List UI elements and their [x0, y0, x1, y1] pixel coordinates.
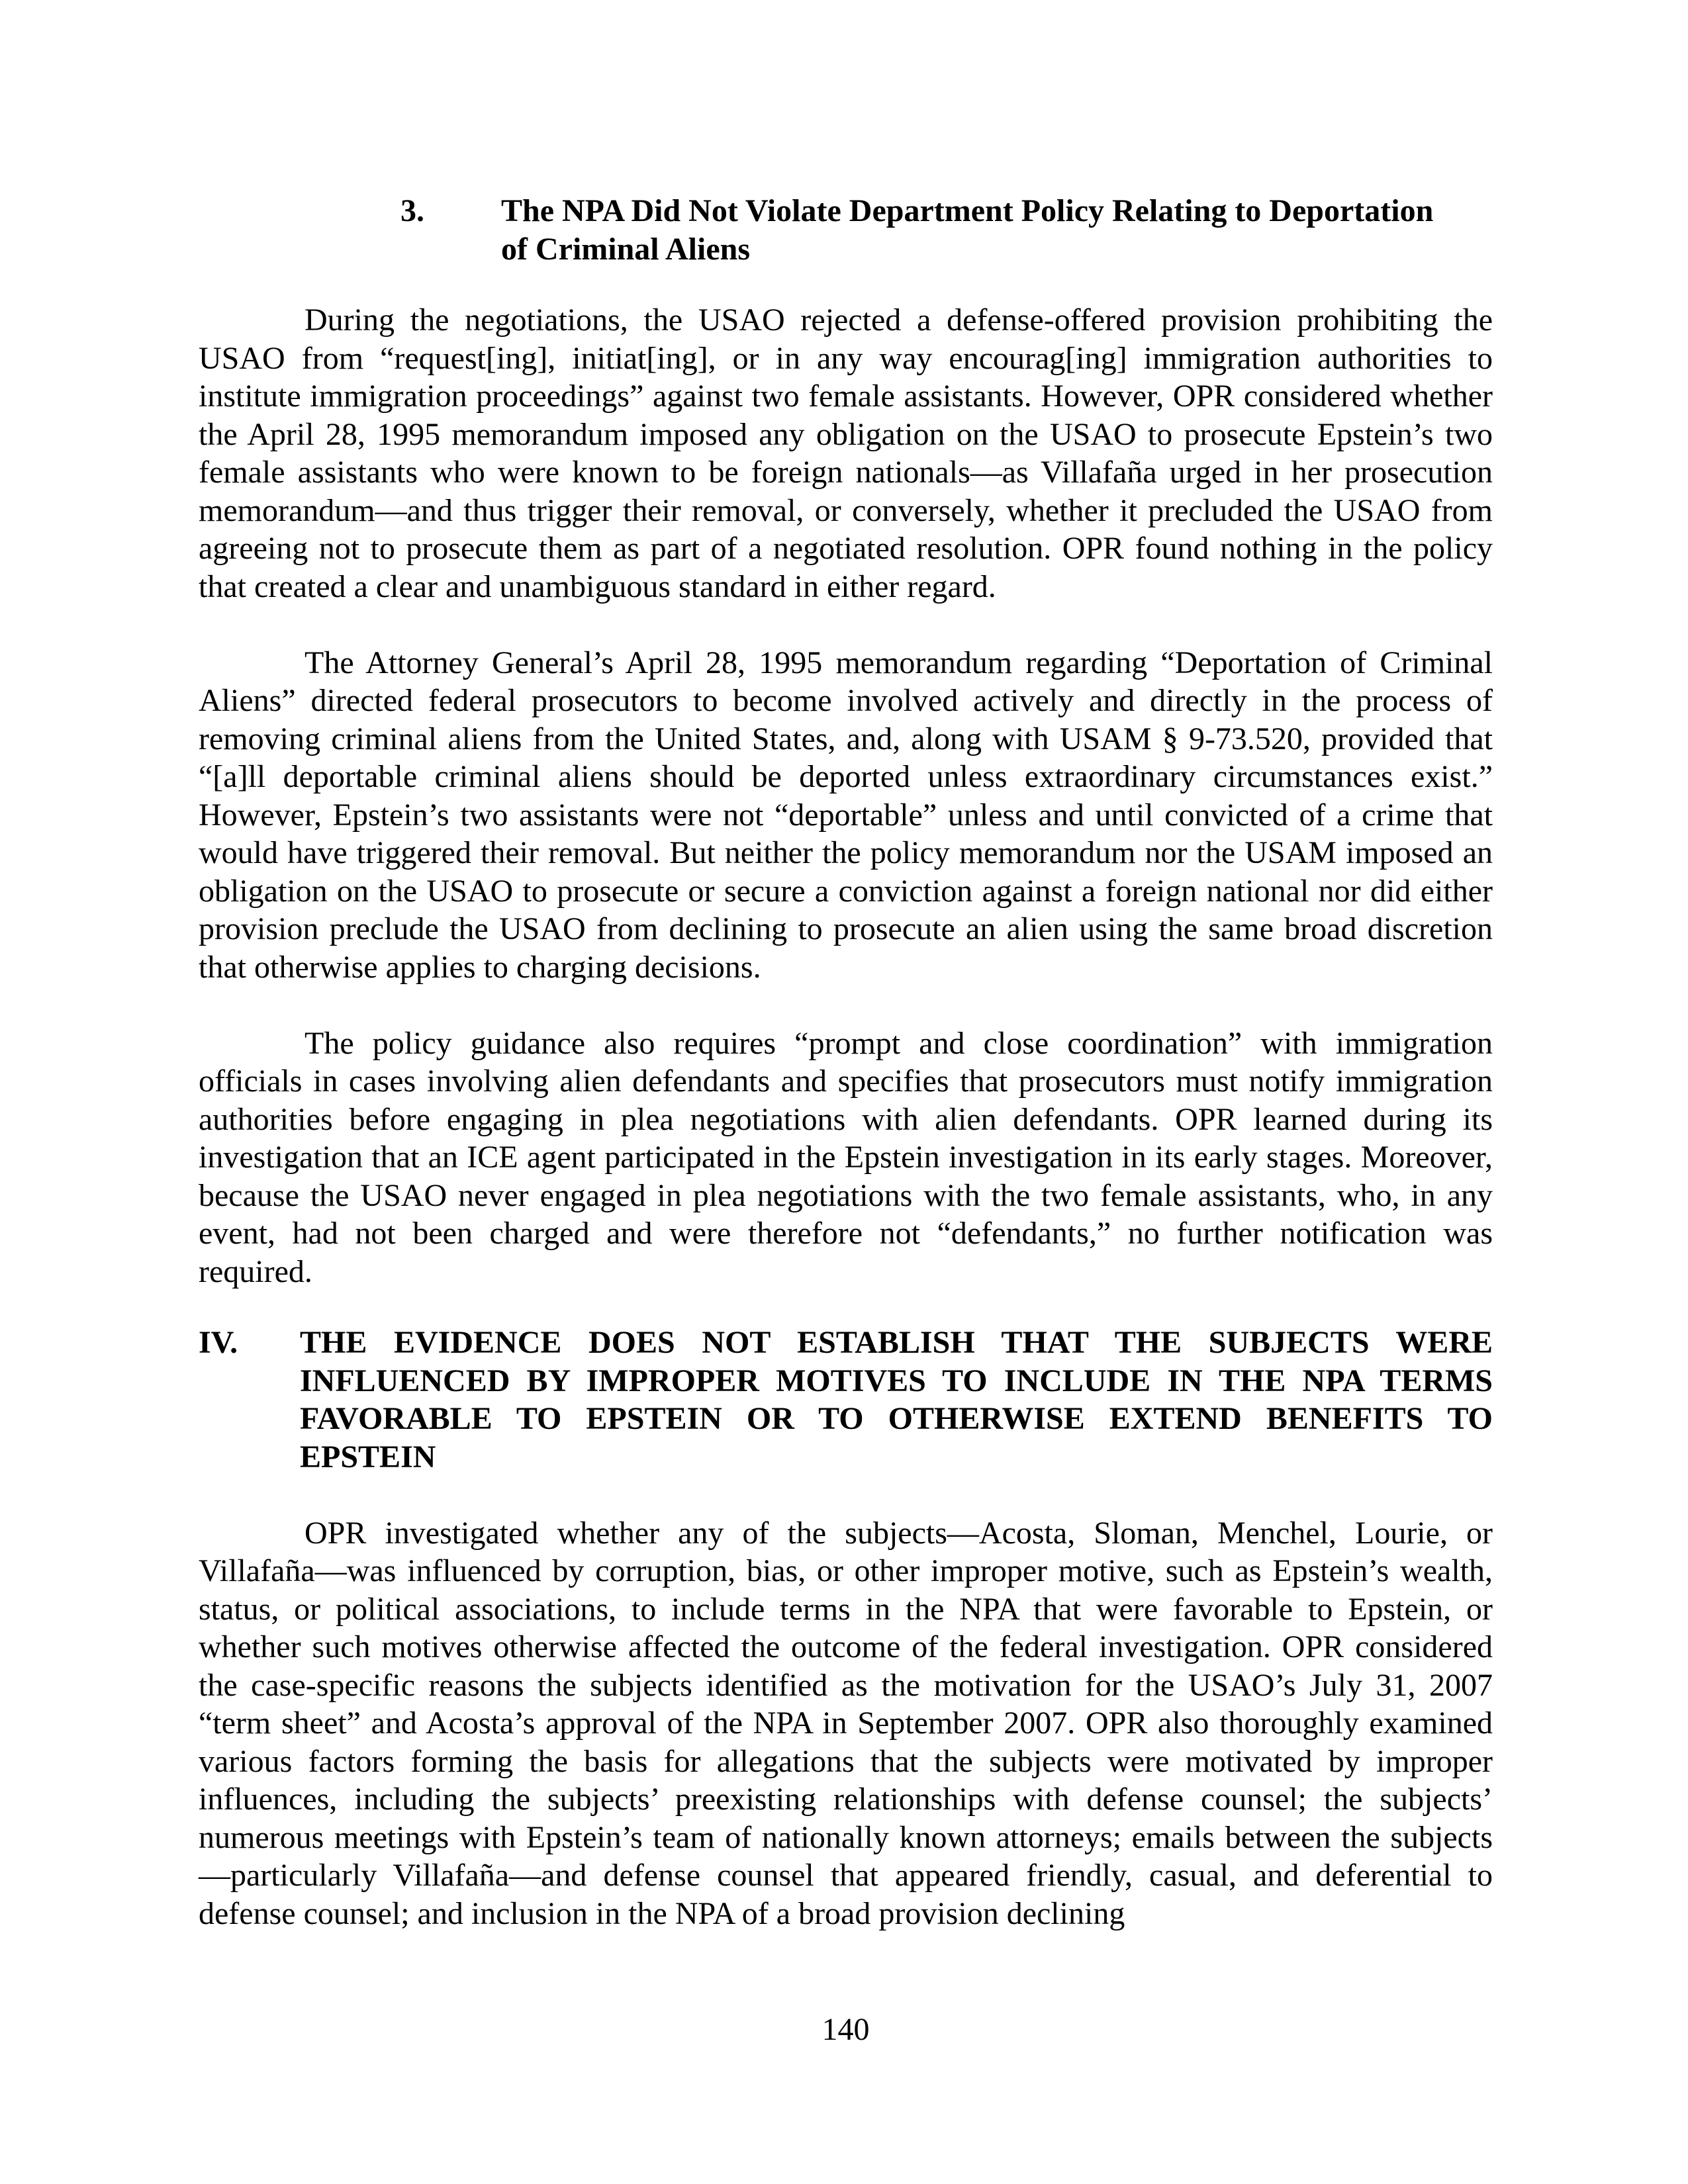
subsection-number: 3.: [400, 193, 424, 228]
paragraph-2: The Attorney General’s April 28, 1995 memorandum regarding “Deportation of Criminal Aliens” directed federal prosecutors to become involved actively and directly in the process of removing criminal aliens from the United States, and, along with USAM § 9-73.520, provided that “[a]ll deportable criminal aliens should be deported unless extraordinary circumstances exist.” However, Epstein’s two assistants were not “deportable” unless and until convicted of a crime that would have triggered their removal. But neither the policy memorandum nor the USAM imposed an obligation on the USAO to prosecute or secure a conviction against a foreign national nor did either provision preclude the USAO from declining to prosecute an alien using the same broad discretion that otherwise applies to charging decisions.: [199, 645, 1493, 985]
section-title: THE EVIDENCE DOES NOT ESTABLISH THAT THE SUBJECTS WERE INFLUENCED BY IMPROPER MOTIVES TO INCLUDE IN THE NPA TERMS FAVORABLE TO EPSTEIN OR TO OTHERWISE EXTEND BENEFITS TO EPSTEIN: [300, 1325, 1493, 1475]
paragraph-3: The policy guidance also requires “prompt and close coordination” with immigration officials in cases involving alien defendants and specifies that prosecutors must notify immigration authorities before engaging in plea negotiations with alien defendants. OPR learned during its investigation that an ICE agent participated in the Epstein investigation in its early stages. Moreover, because the USAO never engaged in plea negotiations with the two female assistants, who, in any event, had not been charged and were therefore not “defendants,” no further notification was required.: [199, 1025, 1493, 1289]
section-number: IV.: [199, 1325, 238, 1360]
paragraph-1: During the negotiations, the USAO rejected a defense-offered provision prohibiting the USAO from “request[ing], initiat[ing], or in any way encourag[ing] immigration authorities to institute immigration proceedings” against two female assistants. However, OPR considered whether the April 28, 1995 memorandum imposed any obligation on the USAO to prosecute Epstein’s two female assistants who were known to be foreign nationals—as Villafaña urged in her prosecution memorandum—and thus trigger their removal, or conversely, whether it precluded the USAO from agreeing not to prosecute them as part of a negotiated resolution. OPR found nothing in the policy that created a clear and unambiguous standard in either regard.: [199, 302, 1493, 604]
section-heading: [199, 1324, 1493, 1476]
subsection-heading: [400, 192, 1493, 268]
page-content: [199, 192, 1493, 1933]
subsection-title: The NPA Did Not Violate Department Policy Relating to Deportation of Criminal Aliens: [501, 193, 1434, 267]
page-number: 140: [821, 2012, 870, 2047]
paragraph-4: OPR investigated whether any of the subjects—Acosta, Sloman, Menchel, Lourie, or Villafaña—was influenced by corruption, bias, or other improper motive, such as Epstein’s wealth, status, or political associations, to include terms in the NPA that were favorable to Epstein, or whether such motives otherwise affected the outcome of the federal investigation. OPR considered the case-specific reasons the subjects identified as the motivation for the USAO’s July 31, 2007 “term sheet” and Acosta’s approval of the NPA in September 2007. OPR also thoroughly examined various factors forming the basis for allegations that the subjects were motivated by improper influences, including the subjects’ preexisting relationships with defense counsel; the subjects’ numerous meetings with Epstein’s team of nationally known attorneys; emails between the subjects—particularly Villafaña—and defense counsel that appeared friendly, casual, and deferential to defense counsel; and inclusion in the NPA of a broad provision declining: [199, 1515, 1493, 1931]
